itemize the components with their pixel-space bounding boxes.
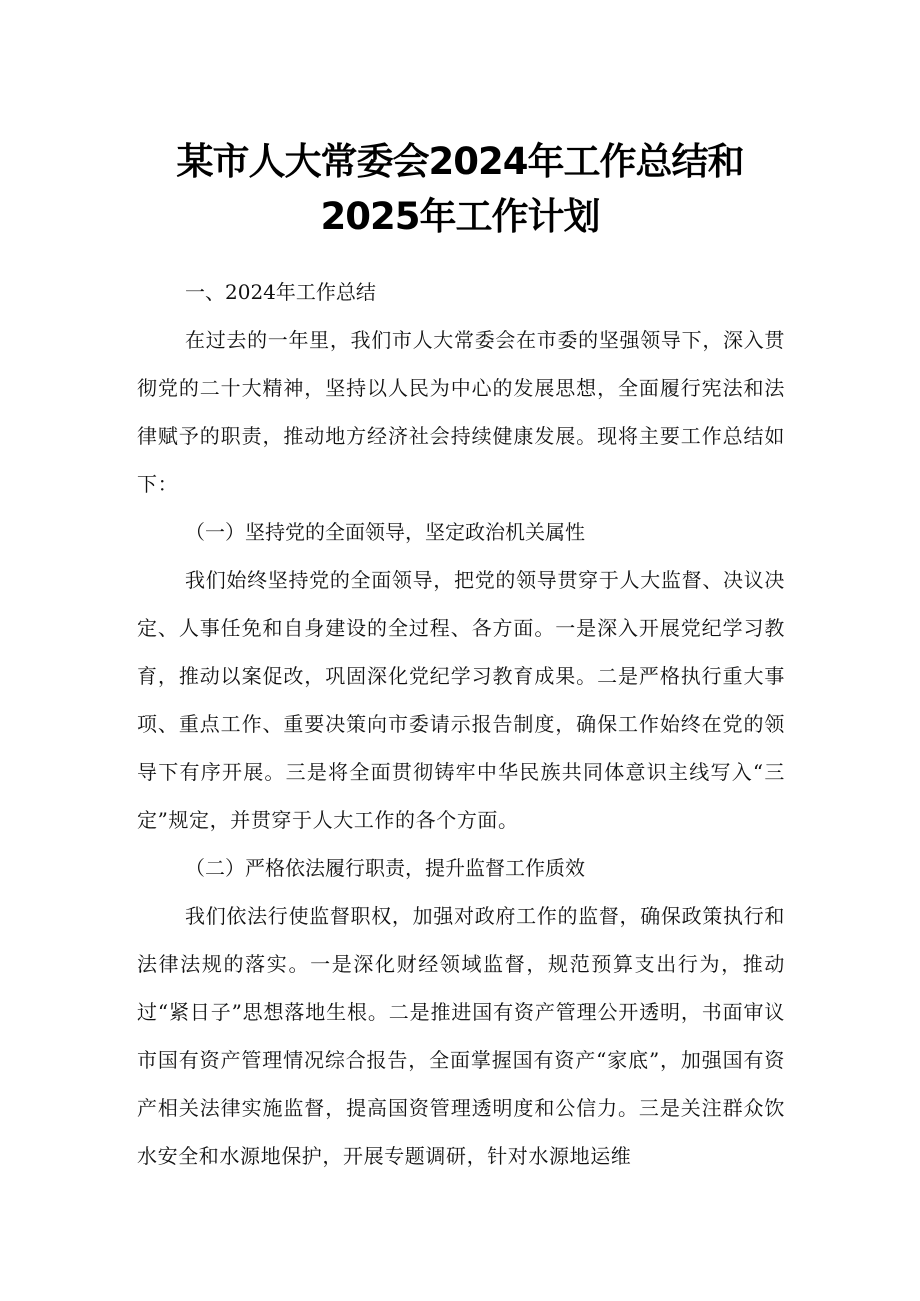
intro-paragraph: 在过去的一年里，我们市人大常委会在市委的坚强领导下，深入贯彻党的二十大精神，坚持以人民为中心的发展思想，全面履行宪法和法律赋予的职责，推动地方经济社会持续健康发展。现将主要工作总结如下： [137,328,785,496]
subsection-heading-1: （一）坚持党的全面领导，坚定政治机关属性 [185,520,585,544]
document-title-line1: 某市人大常委会2024年工作总结和 [176,140,744,183]
subsection-heading-2: （二）严格依法履行职责，提升监督工作质效 [185,856,585,880]
subsection-paragraph-1: 我们始终坚持党的全面领导，把党的领导贯穿于人大监督、决议决定、人事任免和自身建设的全过程、各方面。一是深入开展党纪学习教育，推动以案促改，巩固深化党纪学习教育成果。二是严格执行重大事项、重点工作、重要决策向市委请示报告制度，确保工作始终在党的领导下有序开展。三是将全面贯彻铸牢中华民族共同体意识主线写入“三定”规定，并贯穿于人大工作的各个方面。 [137,568,785,832]
subsection-paragraph-2: 我们依法行使监督职权，加强对政府工作的监督，确保政策执行和法律法规的落实。一是深化财经领域监督，规范预算支出行为，推动过“紧日子”思想落地生根。二是推进国有资产管理公开透明，书面审议市国有资产管理情况综合报告，全面掌握国有资产“家底”，加强国有资产相关法律实施监督，提高国资管理透明度和公信力。三是关注群众饮水安全和水源地保护，开展专题调研，针对水源地运维 [137,904,785,1168]
section-heading-2024-summary: 一、2024年工作总结 [185,280,376,304]
document-title-line2: 2025年工作计划 [320,195,600,238]
